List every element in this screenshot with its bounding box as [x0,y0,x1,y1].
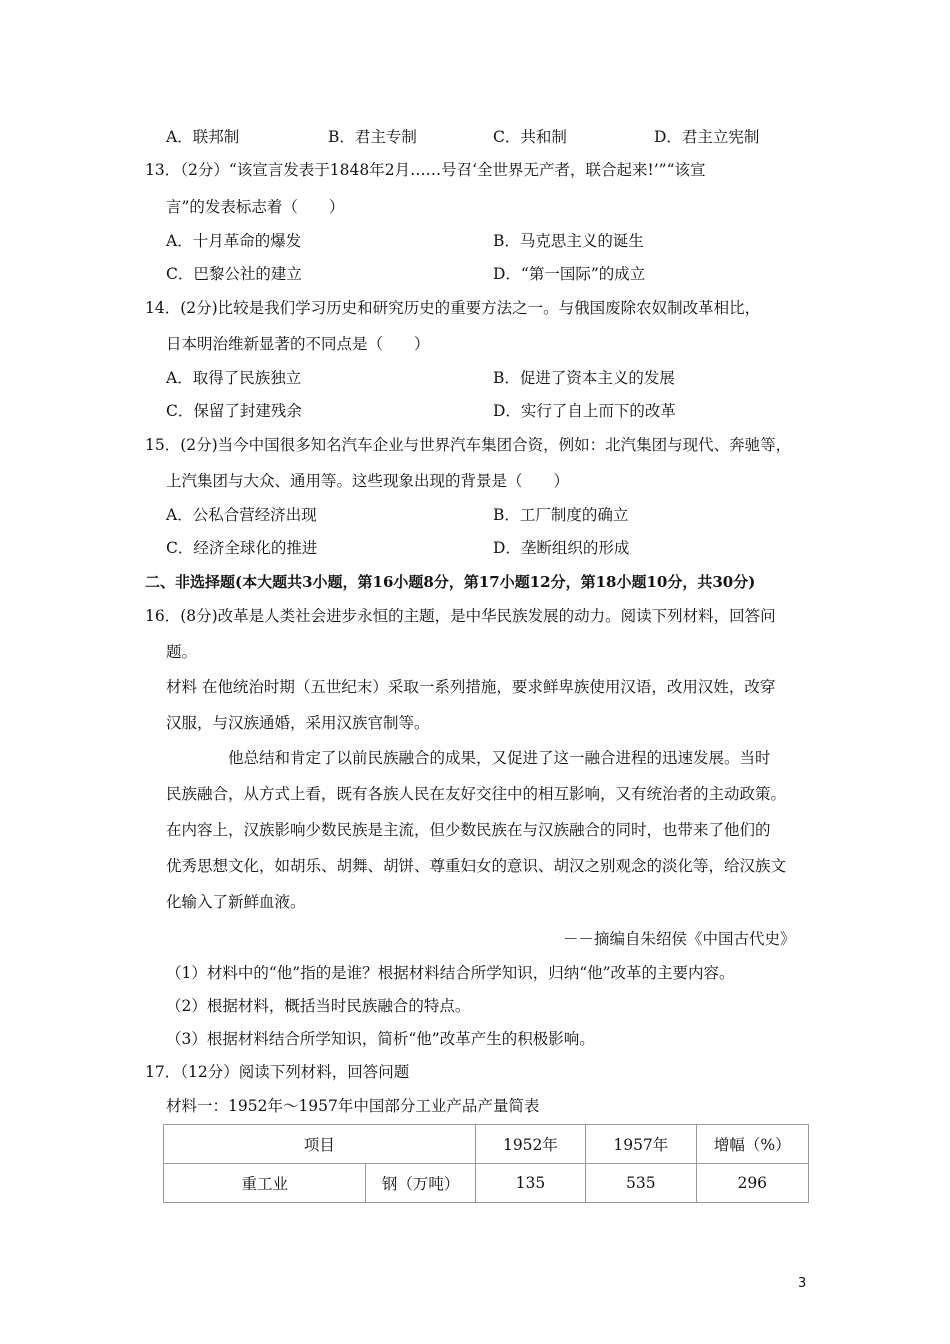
q13-option-a: A．十月革命的爆发 [166,232,302,250]
q12-option-d: D．君主立宪制 [654,128,760,146]
q12-option-b: B．君主专制 [328,128,417,146]
table-header-cell: 项目 [164,1125,476,1164]
table-row [164,1164,809,1203]
q16-material-line2: 汉服，与汉族通婚，采用汉族官制等。 [166,714,430,732]
table-cell: 重工业 [164,1164,366,1203]
q15-option-c: C．经济全球化的推进 [166,539,318,557]
q16-subquestion-2: （2）根据材料，概括当时民族融合的特点。 [166,997,471,1015]
q16-stem-line2: 题。 [166,643,198,661]
q13-stem-line2: 言”的发表标志着（ ） [166,198,345,216]
q16-paragraph-line3: 在内容上，汉族影响少数民族是主流，但少数民族在与汉族融合的同时，也带来了他们的 [166,821,771,839]
q16-paragraph-line1: 他总结和肯定了以前民族融合的成果，又促进了这一融合进程的迅速发展。当时 [228,749,771,767]
q16-subquestion-3: （3）根据材料结合所学知识，简析“他”改革产生的积极影响。 [166,1030,595,1048]
table-header-cell: 1952年 [475,1125,585,1164]
table-cell: 535 [586,1164,696,1203]
q17-stem: 17．（12分）阅读下列材料，回答问题 [145,1063,410,1081]
q14-stem-line1: 14．(2分)比较是我们学习历史和研究历史的重要方法之一。与俄国废除农奴制改革相比， [145,299,761,317]
q13-option-c: C．巴黎公社的建立 [166,265,302,283]
q12-option-c: C．共和制 [493,128,567,146]
q13-option-d: D．“第一国际”的成立 [493,265,646,283]
q14-option-d: D．实行了自上而下的改革 [493,402,676,420]
q14-option-c: C．保留了封建残余 [166,402,302,420]
section-2-title: 二、非选择题(本大题共3小题，第16小题8分，第17小题12分，第18小题10分，共30分) [145,573,756,591]
q15-option-a: A．公私合营经济出现 [166,506,317,524]
q16-paragraph-line2: 民族融合，从方式上看，既有各族人民在友好交往中的相互影响，又有统治者的主动政策。 [166,785,787,803]
table-cell: 钢（万吨） [366,1164,475,1203]
q15-stem-line1: 15．(2分)当今中国很多知名汽车企业与世界汽车集团合资，例如：北汽集团与现代、奔驰等， [145,436,792,454]
q16-source: －－摘编自朱绍侯《中国古代史》 [563,930,796,948]
table-header-row [164,1125,809,1164]
q14-option-b: B．促进了资本主义的发展 [493,369,675,387]
q17-material-title: 材料一：1952年～1957年中国部分工业产品产量简表 [166,1097,540,1115]
q14-stem-line2: 日本明治维新显著的不同点是（ ） [166,335,430,353]
q16-paragraph-line4: 优秀思想文化，如胡乐、胡舞、胡饼、尊重妇女的意识、胡汉之别观念的淡化等，给汉族文 [166,857,787,875]
q16-subquestion-1: （1）材料中的“他”指的是谁？根据材料结合所学知识，归纳“他”改革的主要内容。 [166,964,735,982]
industrial-output-table [163,1124,809,1203]
q14-option-a: A．取得了民族独立 [166,369,302,387]
q13-option-b: B．马克思主义的诞生 [493,232,644,250]
table-header-cell: 1957年 [586,1125,696,1164]
table-header-cell: 增幅（%） [696,1125,808,1164]
q13-stem-line1: 13．（2分）“该宣言发表于1848年2月……号召‘全世界无产者，联合起来!’”“该宣 [145,161,706,179]
q16-material-line1: 材料 在他统治时期（五世纪末）采取一系列措施，要求鲜卑族使用汉语，改用汉姓，改穿 [166,678,776,696]
q15-option-b: B．工厂制度的确立 [493,506,629,524]
q15-stem-line2: 上汽集团与大众、通用等。这些现象出现的背景是（ ） [166,472,570,490]
q15-option-d: D．垄断组织的形成 [493,539,630,557]
q16-stem-line1: 16．(8分)改革是人类社会进步永恒的主题，是中华民族发展的动力。阅读下列材料，回答问 [145,607,776,625]
page-number: 3 [798,1276,807,1291]
q12-option-a: A．联邦制 [166,128,240,146]
table-cell: 135 [475,1164,585,1203]
q16-paragraph-line5: 化输入了新鲜血液。 [166,893,306,911]
table-cell: 296 [696,1164,808,1203]
